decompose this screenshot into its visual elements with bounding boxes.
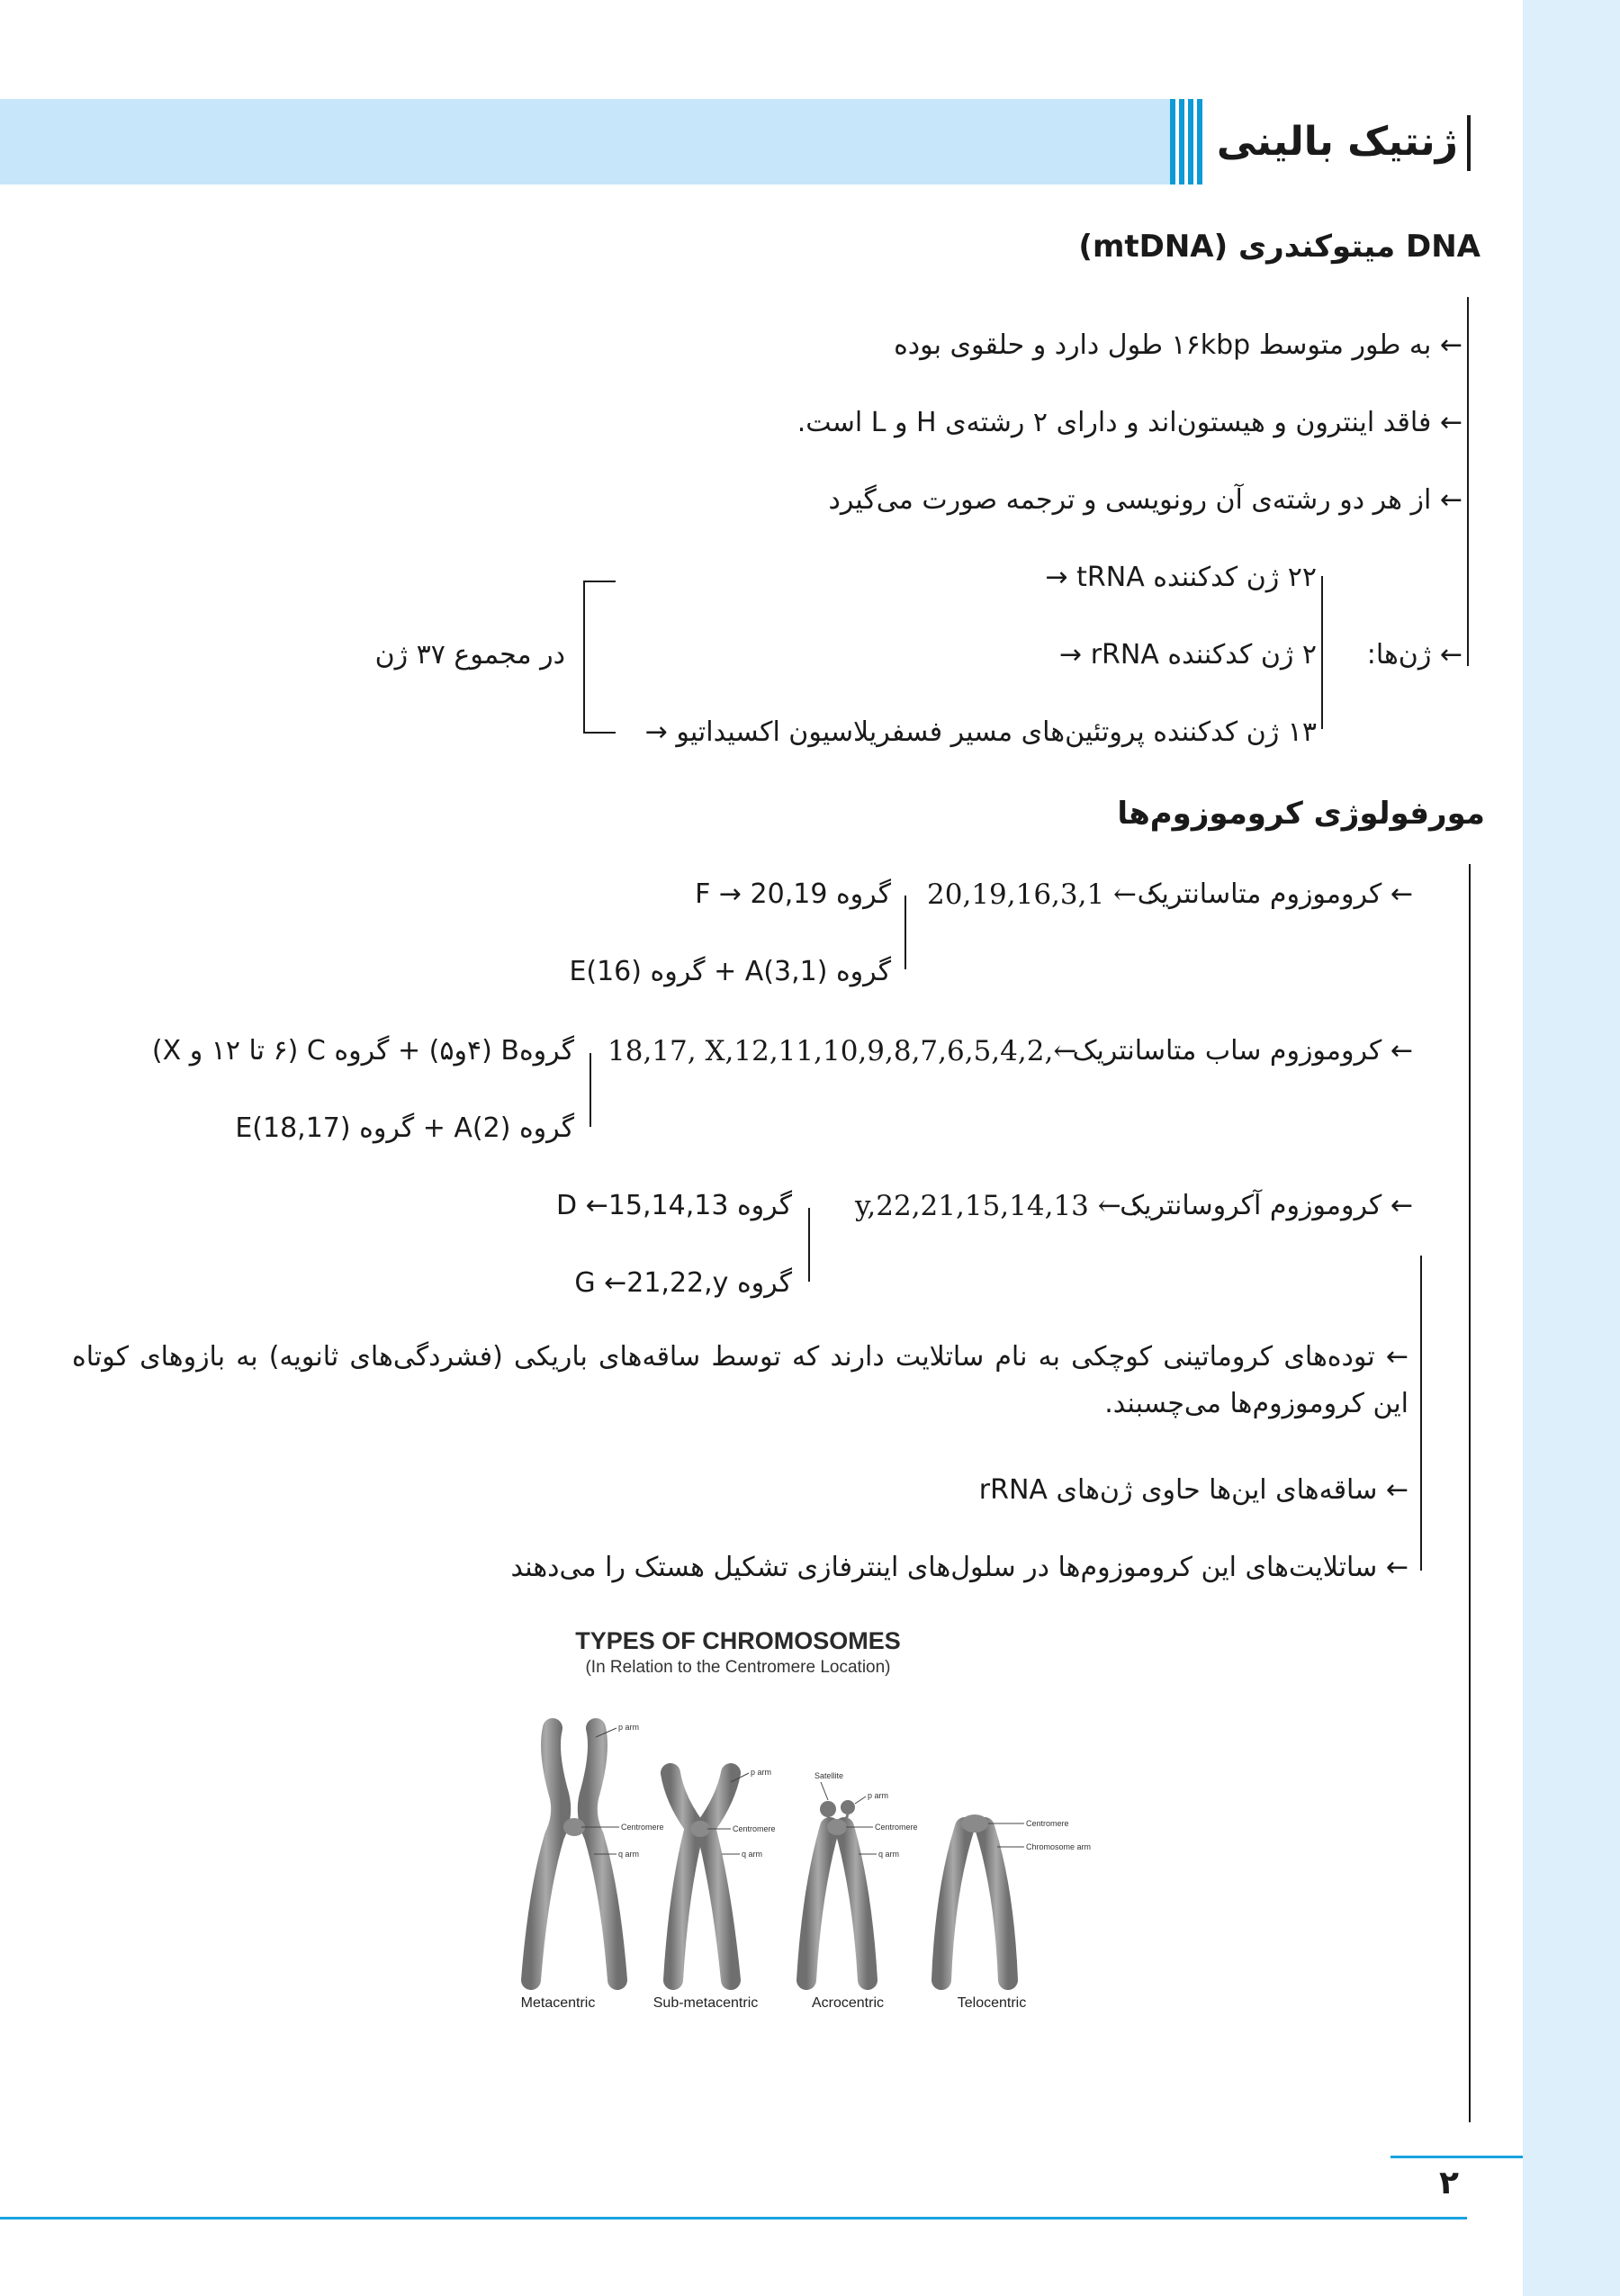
bracket-line: [1467, 297, 1469, 666]
submetacentric-centromere-label: Centromere: [733, 1824, 776, 1833]
label-submetacentric: Sub-metacentric: [652, 1995, 759, 2011]
side-strip: [1523, 0, 1620, 2296]
footer-rule: [0, 2217, 1467, 2219]
acrocentric-list: y,22,21,15,14,13 ← :: [855, 1190, 1140, 1222]
chromosome-types-figure: [495, 1710, 1143, 2016]
chapter-title: ژنتیک بالینی: [1216, 119, 1458, 165]
genes-bracket: [1321, 576, 1323, 729]
label-metacentric: Metacentric: [520, 1995, 596, 2011]
submetacentric-q-arm-label: q arm: [742, 1850, 763, 1859]
acrocentric-note-nucleolus: ← ساتلایت‌های این کروموزوم‌ها در سلول‌های اینترفازی تشکیل هستک را می‌دهند: [510, 1552, 1408, 1583]
figure-subtitle: (In Relation to the Centromere Location): [585, 1658, 891, 1677]
submetacentric-group-bc: گروهB (۴و۵) + گروه C (۶ تا ۱۲ و X): [151, 1035, 574, 1067]
total-bracket-top: [583, 581, 616, 582]
header-stripe: [1170, 99, 1175, 185]
acrocentric-note-satellite: ← توده‌های کروماتینی کوچکی به نام ساتلایت دارند که توسط ساقه‌های باریکی (فشردگی‌های ثانویه) به بازوهای کوتاه این کروموزوم‌ها می‌چسبند.: [72, 1341, 1408, 1419]
genes-label: ← ژن‌ها:: [1366, 639, 1462, 671]
mtdna-item-2: ← فاقد اینترون و هیستون‌اند و دارای ۲ رشته‌ی H و L است.: [796, 407, 1462, 438]
footer-rule-short: [1390, 2156, 1523, 2158]
mtdna-item-1: ← به طور متوسط ۱۶kbp طول دارد و حلقوی بوده: [894, 329, 1462, 361]
acrocentric-group-g: گروه G ←21,22,y: [574, 1267, 792, 1299]
metacentric-centromere-label: Centromere: [621, 1823, 664, 1832]
morphology-bracket: [1469, 864, 1471, 2122]
acrocentric-p-arm-label: p arm: [868, 1791, 889, 1800]
submetacentric-bracket: [590, 1053, 591, 1127]
submetacentric-label: ← کروموزوم ساب متاسانتریک: [1072, 1035, 1413, 1067]
gene-total: در مجموع ۳۷ ژن: [374, 639, 565, 671]
section-title-morphology: مورفولوژی کروموزوم‌ها: [1117, 796, 1485, 832]
acrocentric-group-d: گروه D ←15,14,13: [556, 1190, 792, 1221]
metacentric-group-f: گروه F → 20,19: [695, 878, 891, 910]
gene-trna: ۲۲ ژن کدکننده tRNA →: [1045, 562, 1317, 593]
submetacentric-list: 18,17, X,12,11,10,9,8,7,6,5,4,2,←: [608, 1035, 1077, 1067]
header-stripe: [1179, 99, 1184, 185]
acrocentric-note-stalks: ← ساقه‌های این‌ها حاوی ژن‌های rRNA: [978, 1474, 1408, 1506]
gene-protein: ۱۳ ژن کدکننده پروتئین‌های مسیر فسفریلاسیون اکسیداتیو →: [644, 716, 1317, 748]
header-stripe: [1188, 99, 1193, 185]
page-number: ۲: [1439, 2165, 1459, 2201]
gene-rrna: ۲ ژن کدکننده rRNA →: [1059, 639, 1317, 671]
metacentric-q-arm-label: q arm: [618, 1850, 640, 1859]
acrocentric-satellite-label: Satellite: [814, 1771, 844, 1780]
acrocentric-notes-bracket: [1420, 1256, 1422, 1571]
mtdna-item-3: ← از هر دو رشته‌ی آن رونویسی و ترجمه صورت می‌گیرد: [828, 484, 1462, 516]
metacentric-p-arm-label: p arm: [618, 1723, 640, 1732]
submetacentric-p-arm-label: p arm: [751, 1768, 772, 1777]
acrocentric-bracket: [808, 1208, 810, 1282]
acrocentric-chromosome: [806, 1771, 918, 2011]
metacentric-bracket: [904, 896, 906, 969]
metacentric-label: ← کروموزوم متاسانتریک: [1137, 878, 1413, 910]
acrocentric-label: ← کروموزوم آکروسانتریک: [1120, 1190, 1413, 1221]
figure-title: TYPES OF CHROMOSOMES: [575, 1627, 901, 1654]
chapter-divider: [1467, 115, 1471, 171]
telocentric-chromosome: [941, 1814, 1091, 2011]
metacentric-list: 20,19,16,3,1 ← :: [927, 878, 1156, 911]
metacentric-chromosome: [521, 1723, 664, 2011]
acrocentric-centromere-label: Centromere: [875, 1823, 918, 1832]
telocentric-arm-label: Chromosome arm: [1026, 1842, 1092, 1851]
total-bracket: [583, 581, 585, 734]
submetacentric-chromosome: [653, 1768, 776, 2011]
label-acrocentric: Acrocentric: [811, 1995, 885, 2011]
label-telocentric: Telocentric: [957, 1995, 1027, 2011]
metacentric-group-ae: گروه A(3,1) + گروه E(16): [569, 956, 891, 987]
submetacentric-group-ae: گروه A(2) + گروه E(18,17): [235, 1112, 574, 1144]
total-bracket-bottom: [583, 732, 616, 734]
section-title-mtdna: DNA میتوکندری (mtDNA): [1078, 229, 1480, 265]
telocentric-centromere-label: Centromere: [1026, 1819, 1069, 1828]
acrocentric-q-arm-label: q arm: [878, 1850, 900, 1859]
